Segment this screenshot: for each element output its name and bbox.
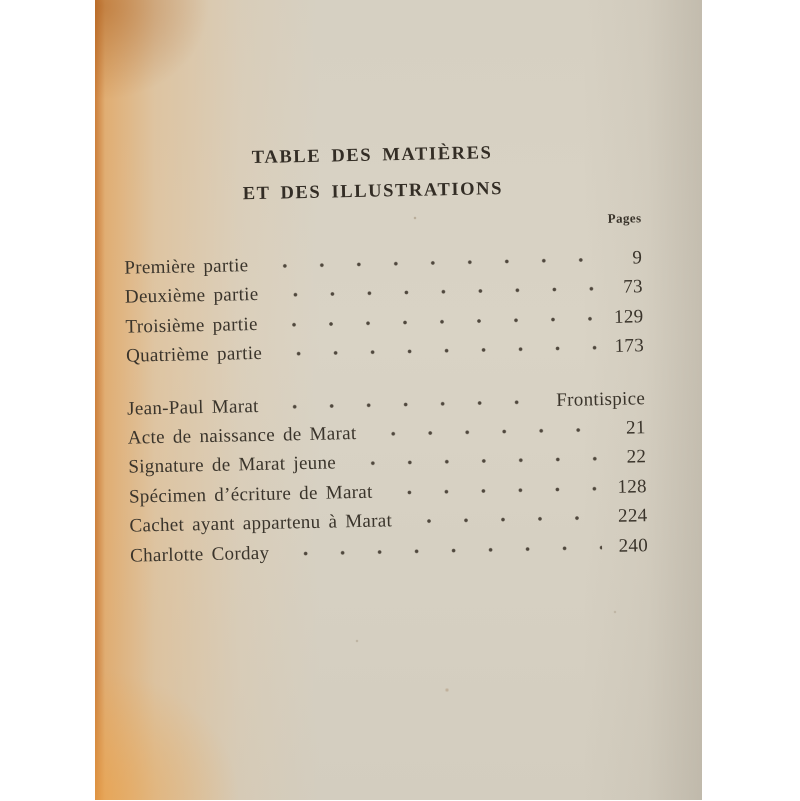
toc-entry-page: 129 bbox=[613, 306, 644, 328]
toc-entry-label: Spécimen d’écriture de Marat bbox=[128, 481, 373, 508]
toc-entry-page: 73 bbox=[623, 276, 644, 299]
toc-entry-label: Signature de Marat jeune bbox=[128, 452, 337, 478]
dot-leader bbox=[350, 456, 600, 466]
toc-entry-page: 240 bbox=[618, 534, 649, 557]
dot-leader bbox=[370, 427, 599, 437]
dot-leader bbox=[387, 486, 601, 495]
toc-entry-label: Quatrième partie bbox=[125, 343, 263, 367]
dot-leader bbox=[272, 287, 596, 299]
page-title-line1: TABLE DES MATIÈRES bbox=[251, 143, 493, 169]
toc-entry-label: Jean-Paul Marat bbox=[126, 395, 259, 420]
toc-entry-page: 173 bbox=[614, 335, 645, 357]
toc-entry-label: Charlotte Corday bbox=[129, 542, 270, 567]
dot-leader bbox=[273, 399, 545, 409]
toc-entry-label: Deuxième partie bbox=[124, 284, 259, 309]
page-title-line2: ET DES ILLUSTRATIONS bbox=[242, 179, 504, 205]
toc-entry-label: Première partie bbox=[124, 255, 249, 279]
table-of-contents bbox=[119, 0, 648, 570]
book-page bbox=[95, 0, 702, 800]
toc-entry-page: 21 bbox=[625, 417, 646, 439]
toc-entry-page: 9 bbox=[632, 247, 643, 269]
toc-entry-label: Acte de naissance de Marat bbox=[127, 422, 357, 449]
toc-entry-page: Frontispice bbox=[556, 387, 646, 411]
dot-leader bbox=[406, 515, 601, 524]
dot-leader bbox=[262, 257, 596, 269]
toc-entry-page: 22 bbox=[626, 446, 647, 468]
toc-entry-label: Troisième partie bbox=[125, 313, 258, 338]
dot-leader bbox=[272, 316, 598, 328]
page-tilt-wrapper bbox=[92, 0, 715, 801]
toc-entry-page: 224 bbox=[617, 505, 648, 527]
toc-section-illustrations bbox=[127, 384, 648, 571]
toc-entry-label: Cachet ayant appartenu à Marat bbox=[129, 510, 393, 537]
dot-leader bbox=[283, 545, 602, 556]
toc-section-parts bbox=[124, 243, 644, 371]
page-title bbox=[122, 139, 641, 207]
toc-entry-page: 128 bbox=[617, 475, 648, 498]
pages-column-header: Pages bbox=[607, 210, 642, 226]
dot-leader bbox=[276, 345, 598, 356]
